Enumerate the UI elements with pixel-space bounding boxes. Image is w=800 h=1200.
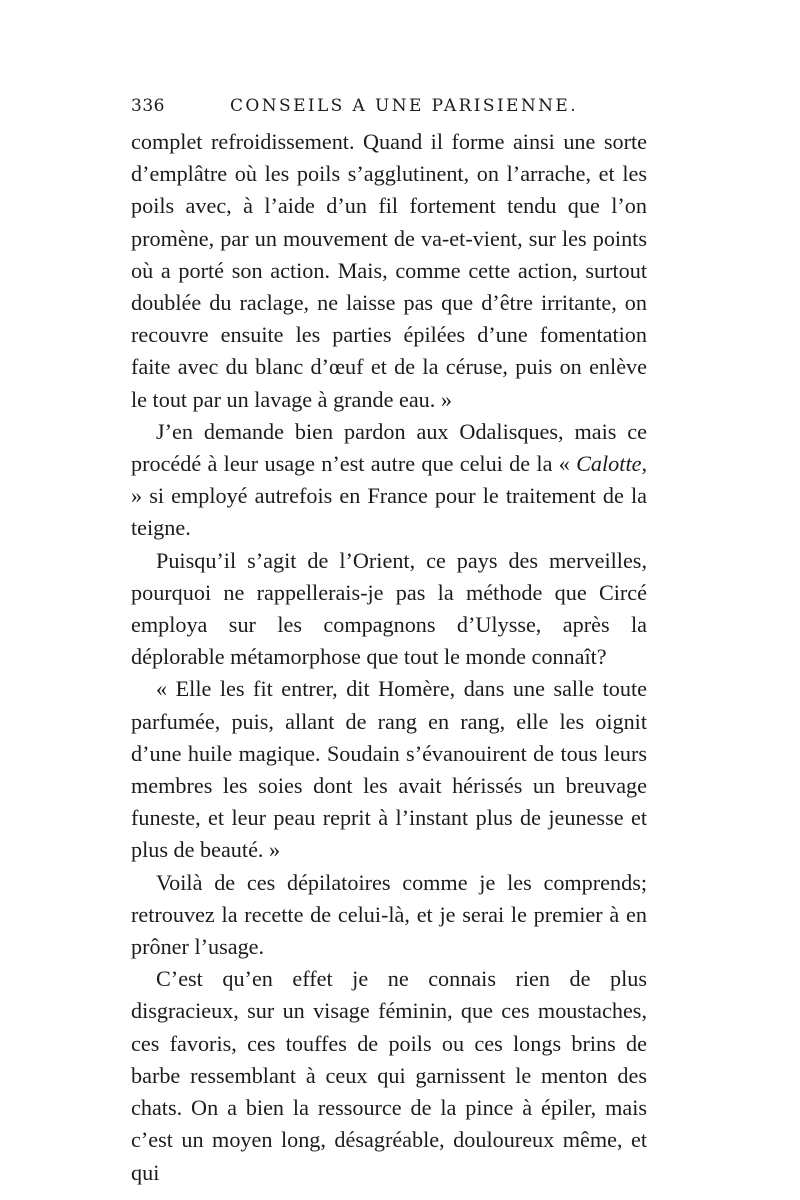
book-page	[131, 94, 647, 1189]
paragraph-2	[131, 416, 647, 545]
paragraph-4-quotation: « Elle les fit entrer, dit Homère, dans une salle toute parfumée, puis, allant de rang en rang, elle les oignit d’une huile magique. Soudain s’évanouirent de tous leurs membres les soies dont les avait hérissés un breuvage funeste, et leur peau reprit à l’instant plus de jeunesse et plus de beauté. »	[131, 676, 647, 863]
paragraph-3: Puisqu’il s’agit de l’Orient, ce pays des merveilles, pourquoi ne rappellerais-je pas la méthode que Circé employa sur les compagnons d’Ulysse, après la déplorable métamorphose que tout le monde connaît?	[131, 547, 647, 670]
paragraph-6: C’est qu’en effet je ne connais rien de plus disgracieux, sur un visage féminin, que ces moustaches, ces favoris, ces touffes de poils ou ces longs brins de barbe ressemblant à ceux qui garnissent le menton des chats. On a bien la ressource de la pince à épiler, mais c’est un moyen long, désagréable, douloureux même, et qui	[131, 966, 647, 1185]
running-title: CONSEILS A UNE PARISIENNE.	[230, 96, 579, 116]
paragraph-2-text-after: » si employé autrefois en France pour le traitement de la teigne.	[131, 483, 647, 541]
paragraph-2-italic-term: Calotte,	[576, 451, 647, 477]
paragraph-1: complet refroidissement. Quand il forme ainsi une sorte d’emplâtre où les poils s’agglutinent, on l’arrache, et les poils avec, à l’aide d’un fil fortement tendu que l’on promène, par un mouvement de va-et-vient, sur les points où a porté son action. Mais, comme cette action, surtout doublée du raclage, ne laisse pas que d’être irritante, on recouvre ensuite les parties épilées d’une fomentation faite avec du blanc d’œuf et de la céruse, puis on enlève le tout par un lavage à grande eau. »	[131, 129, 647, 412]
paragraph-5: Voilà de ces dépilatoires comme je les comprends; retrouvez la recette de celui-là, et je serai le premier à en prôner l’usage.	[131, 869, 647, 960]
running-head	[131, 94, 647, 120]
page-number: 336	[131, 96, 165, 116]
body-text	[131, 126, 647, 1189]
paragraph-2-text-before: J’en demande bien pardon aux Odalisques, mais ce procédé à leur usage n’est autre que celui de la «	[131, 418, 647, 477]
